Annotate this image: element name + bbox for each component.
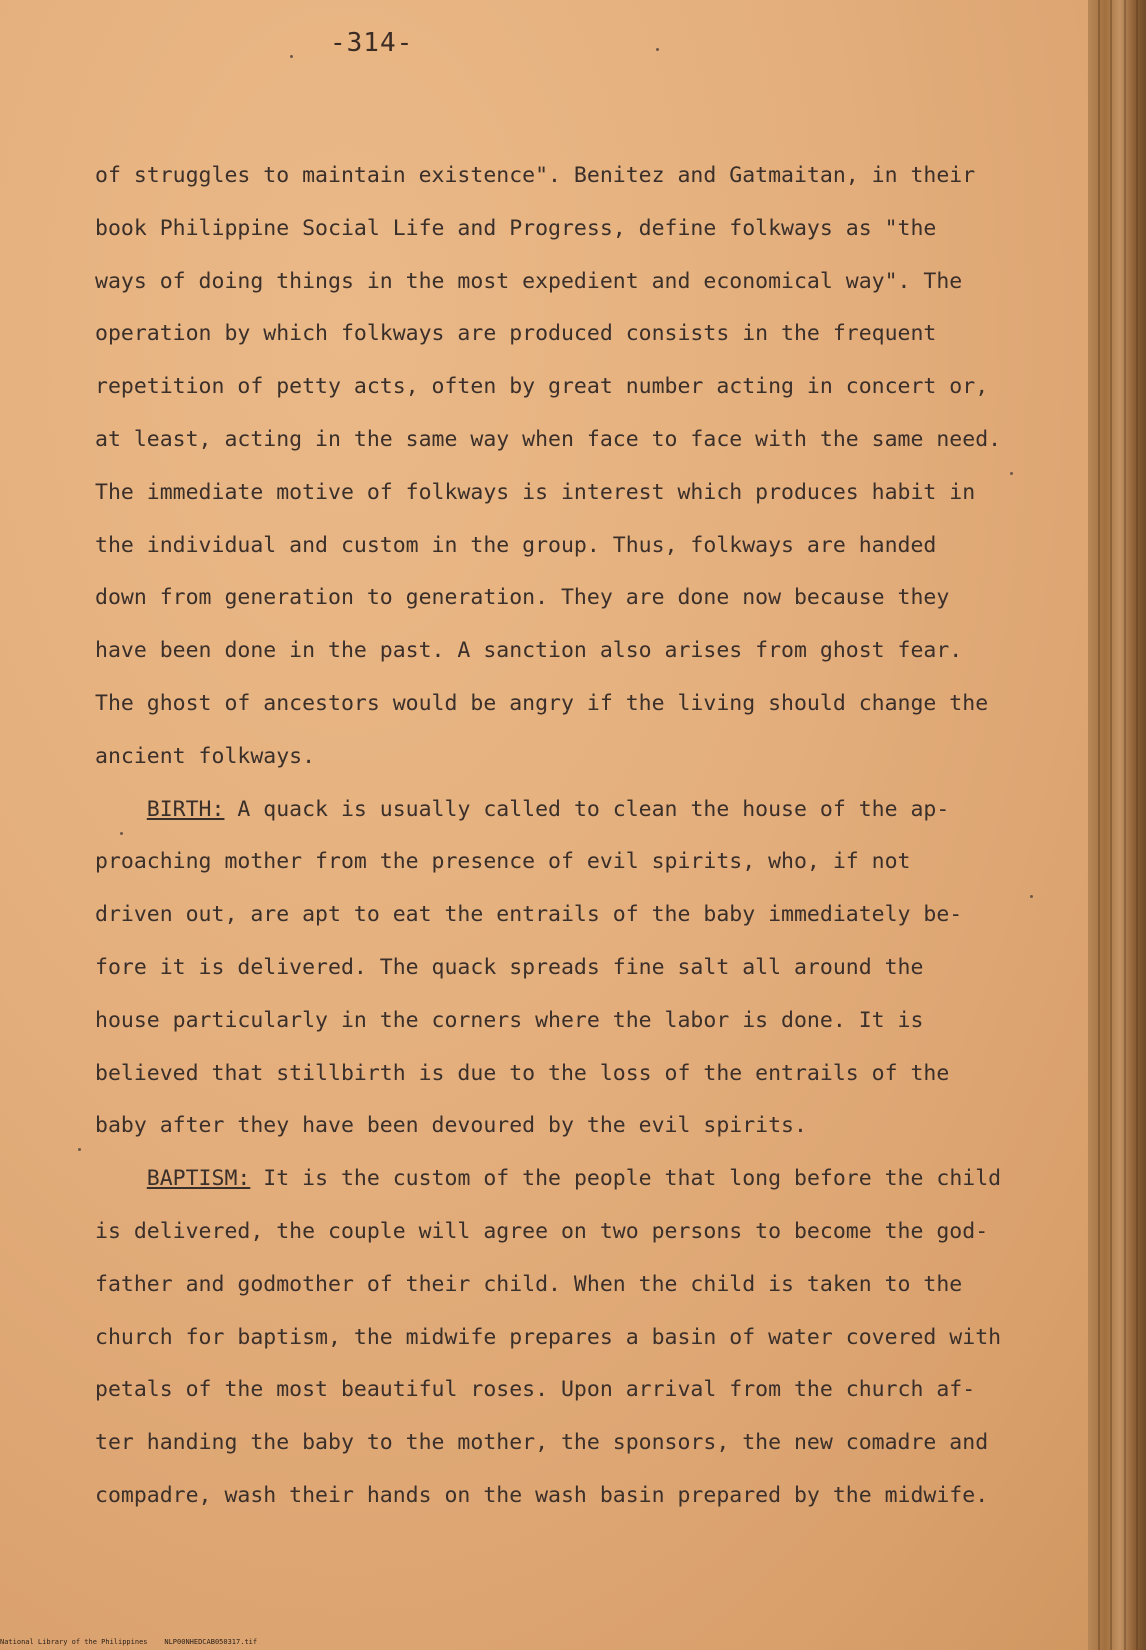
text-line: book Philippine Social Life and Progress, define folkways as "the [95,215,937,241]
text-line: believed that stillbirth is due to the loss of the entrails of the [95,1060,950,1086]
text-line: repetition of petty acts, often by great number acting in concert or, [95,374,989,400]
text-line: of struggles to maintain existence". Benitez and Gatmaitan, in their [95,163,976,188]
text-line: ter handing the baby to the mother, the sponsors, the new comadre and [95,1430,989,1456]
text-line: ancient folkways. [95,743,316,769]
text-line: baby after they have been devoured by the evil spirits. [95,1113,807,1139]
text-line: ways of doing things in the most expedient and economical way". The [95,268,963,294]
paragraph-baptism [95,1153,1055,1523]
baptism-heading: BAPTISM: [146,1166,251,1192]
footer-library: National Library of the Philippines [0,1638,148,1646]
text-line: operation by which folkways are produced consists in the frequent [95,321,937,347]
text-line [95,1153,1055,1206]
baptism-first-line: It is the custom of the people that long before the child [250,1166,1002,1192]
text-line: driven out, are apt to eat the entrails of the baby immediately be- [95,902,963,928]
text-line: father and godmother of their child. When the child is taken to the [95,1271,963,1297]
page-number: -314- [330,28,414,58]
birth-first-line: A quack is usually called to clean the house of the ap- [224,796,950,822]
text-line: house particularly in the corners where the labor is done. It is [95,1007,924,1033]
text-line: The immediate motive of folkways is interest which produces habit in [95,479,976,505]
text-line: down from generation to generation. They are done now because they [95,585,950,611]
text-line: proaching mother from the presence of evil spirits, who, if not [95,849,911,875]
text-line [95,784,1055,837]
text-line: at least, acting in the same way when face to face with the same need. [95,426,1002,452]
text-line: compadre, wash their hands on the wash basin prepared by the midwife. [95,1482,989,1508]
text-line: church for baptism, the midwife prepares a basin of water covered with [95,1324,1002,1350]
text-line: petals of the most beautiful roses. Upon arrival from the church af- [95,1377,976,1403]
text-line: is delivered, the couple will agree on two persons to become the god- [95,1218,989,1244]
text-line: the individual and custom in the group. Thus, folkways are handed [95,532,937,558]
typed-text-body [95,150,1055,1523]
scan-footer [0,1638,257,1646]
footer-file-id: NLP00NHEDCAB050317.tif [164,1638,258,1646]
text-line: fore it is delivered. The quack spreads fine salt all around the [95,954,924,980]
book-spine-edge [1088,0,1146,1650]
paragraph-birth [95,784,1055,1154]
paragraph-folkways [95,150,1055,784]
text-line: The ghost of ancestors would be angry if the living should change the [95,690,989,716]
birth-heading: BIRTH: [146,796,225,822]
text-line: have been done in the past. A sanction also arises from ghost fear. [95,638,963,664]
